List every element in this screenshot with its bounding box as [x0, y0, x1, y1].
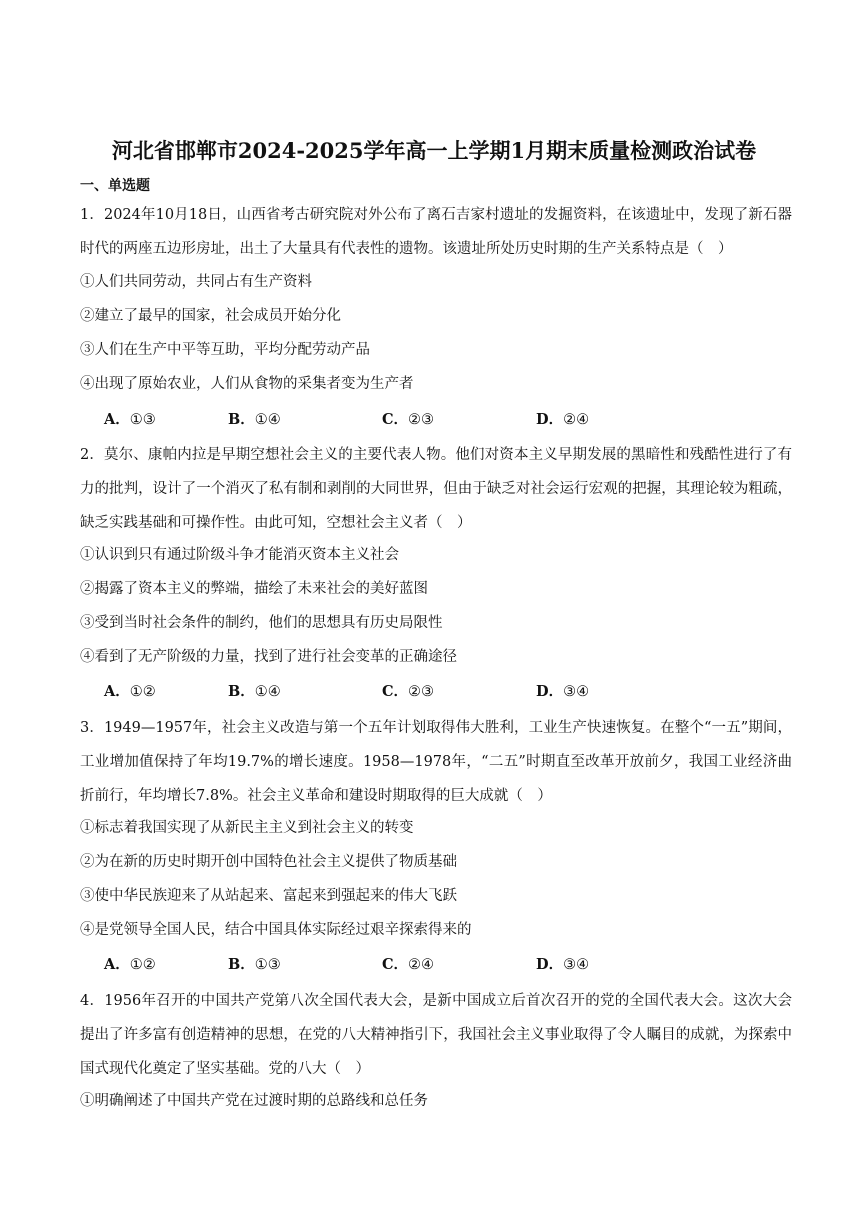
question-1-stem: 1．2024年10月18日，山西省考古研究院对外公布了离石吉家村遗址的发掘资料，在该遗址中，发现了新石器时代的两座五边形房址，出土了大量具有代表性的遗物。该遗址所处历史时期的生产关系特点是（ ） — [80, 207, 792, 257]
choice-a[interactable]: A．①② — [104, 956, 156, 973]
question-4-stem: 4．1956年召开的中国共产党第八次全国代表大会，是新中国成立后首次召开的党的全国代表大会。这次大会提出了许多富有创造精神的思想，在党的八大精神指引下，我国社会主义事业取得了令人瞩目的成就，为探索中国式现代化奠定了坚实基础。党的八大（ ） — [80, 993, 792, 1077]
choice-b[interactable]: B．①④ — [228, 411, 281, 428]
page-title: 河北省邯郸市2024-2025学年高一上学期1月期末质量检测政治试卷 — [111, 138, 757, 163]
question-2-stem: 2．莫尔、康帕内拉是早期空想社会主义的主要代表人物。他们对资本主义早期发展的黑暗性和残酷性进行了有力的批判，设计了一个消灭了私有制和剥削的大同世界，但由于缺乏对社会运行宏观的把握，其理论较为粗疏，缺乏实践基础和可操作性。由此可知，空想社会主义者（ ） — [80, 447, 792, 531]
choice-a[interactable]: A．①③ — [104, 411, 156, 428]
question-4-option-1: ①明确阐述了中国共产党在过渡时期的总路线和总任务 — [80, 1093, 428, 1109]
choice-c[interactable]: C．②③ — [382, 683, 435, 700]
choice-d[interactable]: D．③④ — [536, 683, 590, 700]
choice-c[interactable]: C．②④ — [382, 956, 435, 973]
question-2-option-1: ①认识到只有通过阶级斗争才能消灭资本主义社会 — [80, 547, 399, 563]
question-3-option-2: ②为在新的历史时期开创中国特色社会主义提供了物质基础 — [80, 854, 457, 870]
choice-a[interactable]: A．①② — [104, 683, 156, 700]
question-1-option-1: ①人们共同劳动，共同占有生产资料 — [80, 274, 312, 290]
question-3-option-1: ①标志着我国实现了从新民主主义到社会主义的转变 — [80, 820, 414, 836]
question-3-option-3: ③使中华民族迎来了从站起来、富起来到强起来的伟大飞跃 — [80, 888, 457, 904]
question-1-option-2: ②建立了最早的国家，社会成员开始分化 — [80, 308, 341, 324]
question-1-choices — [104, 410, 804, 430]
choice-b[interactable]: B．①③ — [228, 956, 281, 973]
question-1-option-4: ④出现了原始农业，人们从食物的采集者变为生产者 — [80, 376, 414, 392]
question-2-choices — [104, 682, 804, 702]
question-2-option-2: ②揭露了资本主义的弊端，描绘了未来社会的美好蓝图 — [80, 581, 428, 597]
question-1-option-3: ③人们在生产中平等互助，平均分配劳动产品 — [80, 342, 370, 358]
choice-b[interactable]: B．①④ — [228, 683, 281, 700]
choice-c[interactable]: C．②③ — [382, 411, 435, 428]
choice-d[interactable]: D．②④ — [536, 411, 590, 428]
question-3-option-4: ④是党领导全国人民，结合中国具体实际经过艰辛探索得来的 — [80, 922, 472, 938]
question-2-option-4: ④看到了无产阶级的力量，找到了进行社会变革的正确途径 — [80, 649, 457, 665]
choice-d[interactable]: D．③④ — [536, 956, 590, 973]
question-2-option-3: ③受到当时社会条件的制约，他们的思想具有历史局限性 — [80, 615, 443, 631]
question-3-stem: 3．1949—1957年，社会主义改造与第一个五年计划取得伟大胜利，工业生产快速恢复。在整个“一五”期间，工业增加值保持了年均19.7%的增长速度。1958—1978年，“二五”时期直至改革开放前夕，我国工业经济曲折前行，年均增长7.8%。社会主义革命和建设时期取得的巨大成就（ ） — [80, 720, 792, 804]
section-heading: 一、单选题 — [80, 178, 150, 194]
question-3-choices — [104, 955, 804, 975]
